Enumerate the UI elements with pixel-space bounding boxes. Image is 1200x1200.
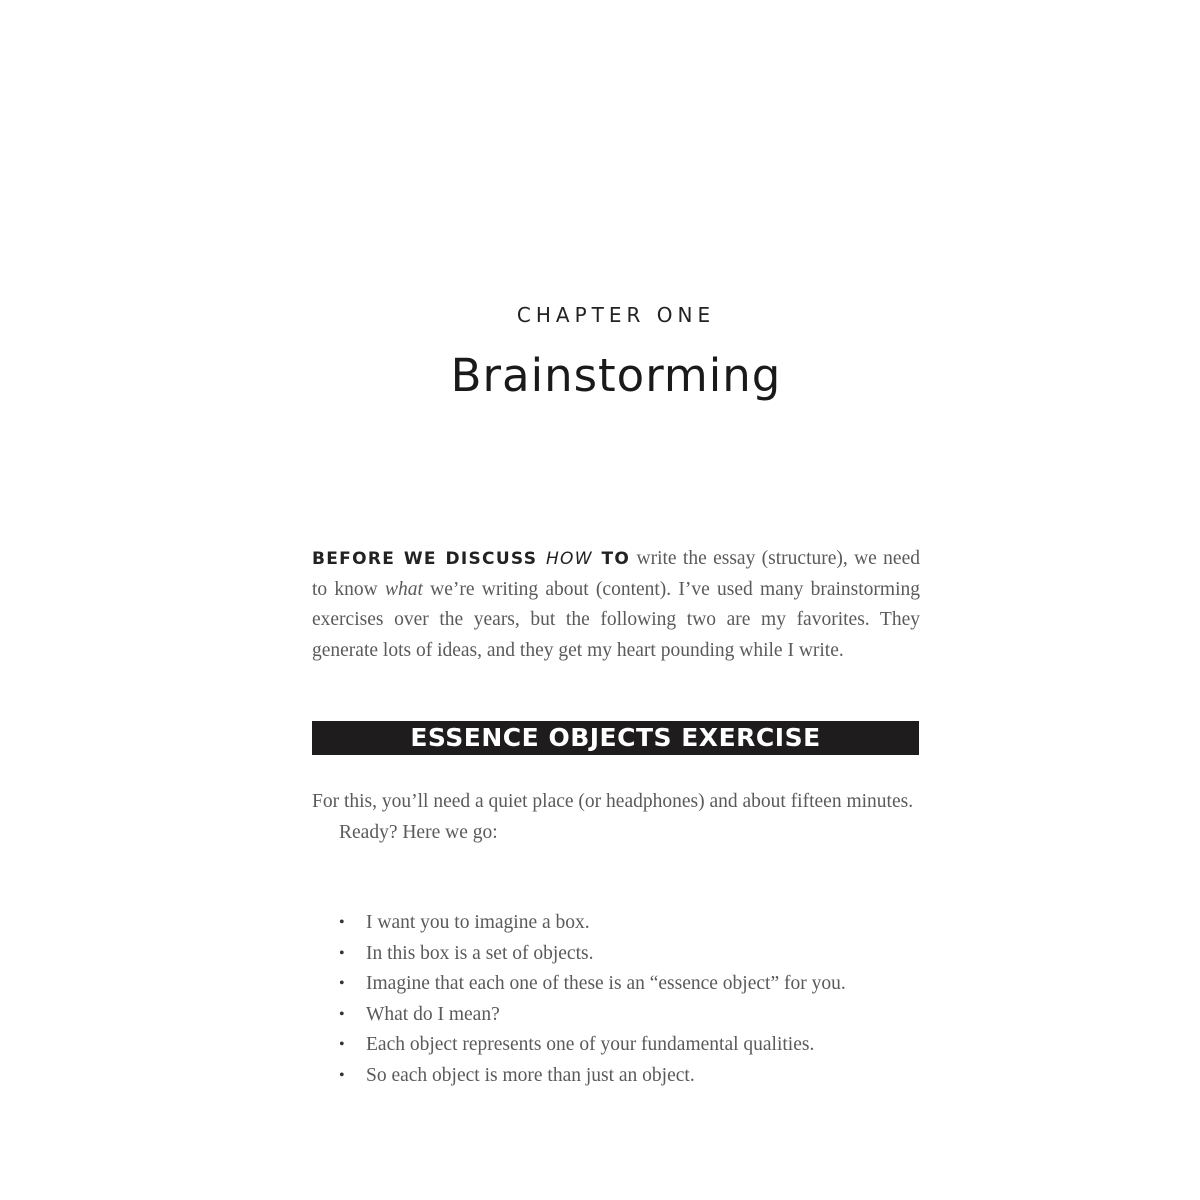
chapter-number: CHAPTER ONE xyxy=(516,303,716,327)
list-item xyxy=(336,908,936,939)
list-item xyxy=(336,969,936,1000)
list-item xyxy=(336,1030,936,1061)
section-heading: ESSENCE OBJECTS EXERCISE xyxy=(312,721,919,755)
chapter-title: Brainstorming xyxy=(450,349,782,402)
bullet-icon: • xyxy=(339,914,345,931)
list-item xyxy=(336,1061,936,1092)
bullet-icon: • xyxy=(339,975,345,992)
bullet-icon: • xyxy=(339,1005,345,1023)
lead-in xyxy=(312,549,630,569)
exercise-intro xyxy=(312,787,920,848)
exercise-prompt: Ready? Here we go: xyxy=(339,821,498,843)
lead-in-text: BEFORE WE DISCUSS xyxy=(312,549,546,569)
list-item-text: So each object is more than just an object. xyxy=(366,1064,695,1086)
bullet-icon: • xyxy=(339,1036,345,1053)
intro-emphasis: what xyxy=(384,578,423,600)
exercise-bullet-list xyxy=(336,908,936,1091)
intro-paragraph xyxy=(312,544,920,666)
lead-in-text-end: TO xyxy=(592,549,631,569)
list-item-text: What do I mean? xyxy=(366,1003,500,1025)
exercise-paragraph: For this, you’ll need a quiet place (or headphones) and about fifteen minutes. xyxy=(312,791,914,812)
bullet-icon: • xyxy=(339,944,345,962)
list-item-text: Imagine that each one of these is an “essence object” for you. xyxy=(366,973,846,994)
intro-text-continued: we’re writing about (content). I’ve used many brainstorming exercises over the years, but the following two are my favorites. They generate lots of ideas, and they get my heart pounding while I write. xyxy=(312,578,920,661)
list-item-text: Each object represents one of your fundamental qualities. xyxy=(366,1034,815,1055)
list-item-text: I want you to imagine a box. xyxy=(366,912,590,933)
lead-in-emphasis: HOW xyxy=(545,549,593,569)
list-item-text: In this box is a set of objects. xyxy=(366,942,594,964)
list-item xyxy=(336,1000,936,1031)
list-item xyxy=(336,939,936,970)
bullet-icon: • xyxy=(339,1066,345,1084)
intro-text: write the essay (structure), we need to know xyxy=(312,548,920,600)
